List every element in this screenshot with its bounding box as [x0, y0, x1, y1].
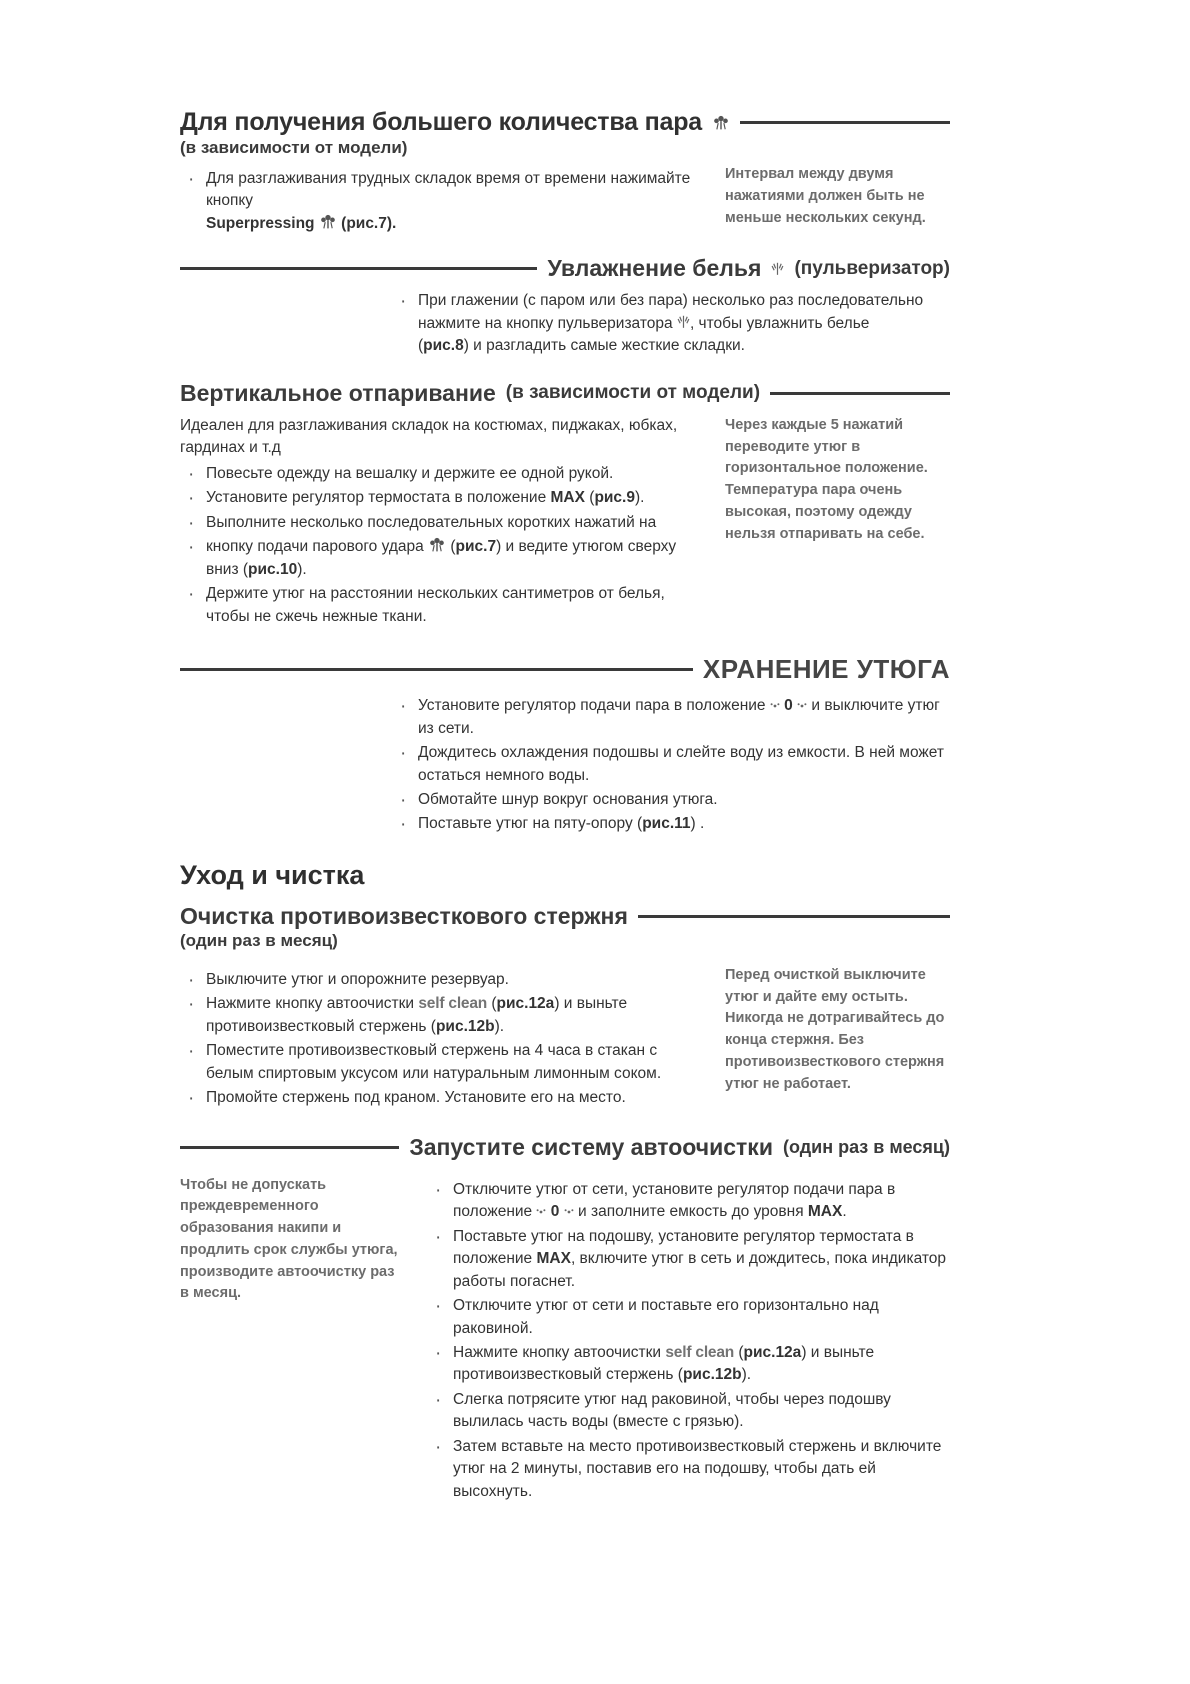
heading-spray	[180, 255, 950, 282]
heading-rule	[638, 915, 950, 918]
heading-rule	[180, 1146, 399, 1149]
self-clean-label: self clean	[665, 1344, 735, 1361]
heading-rule	[770, 392, 950, 395]
list-item: · При глажении (с паром или без пара) несколько раз последовательно нажмите на кнопку пульверизатора , чтобы увлажнить белье (рис.8) и разгладить самые жесткие складки.	[392, 290, 950, 357]
list-item: · Повесьте одежду на вешалку и держите ее одной рукой.	[180, 463, 703, 485]
vertical-steam-body	[180, 415, 703, 630]
more-steam-note: Интервал между двумя нажатиями должен быть не меньше нескольких секунд.	[725, 166, 926, 226]
list-item: · Промойте стержень под краном. Установите его на место.	[180, 1087, 703, 1109]
heading-vertical-steam-text: Вертикальное отпаривание	[180, 379, 496, 406]
list-item: · Поместите противоизвестковый стержень на 4 часа в стакан с белым спиртовым уксусом или натуральным лимонным соком.	[180, 1040, 703, 1085]
heading-rule	[740, 121, 950, 124]
list-item: · Нажмите кнопку автоочистки self clean (рис.12a) и выньте противоизвестковый стержень (рис.12b).	[427, 1342, 950, 1387]
heading-rule	[180, 668, 693, 671]
list-item: · Поставьте утюг на пяту-опору (рис.11) .	[392, 813, 950, 835]
list-item: · Установите регулятор термостата в положение MAX (рис.9).	[180, 487, 703, 509]
list-item: · Слегка потрясите утюг над раковиной, чтобы через подошву вылилась часть воды (вместе с грязью).	[427, 1389, 950, 1434]
section-anticalc	[180, 903, 950, 1112]
autoclean-bullets	[427, 1179, 950, 1504]
list-item: · Держите утюг на расстоянии нескольких сантиметров от белья, чтобы не сжечь нежные ткани.	[180, 583, 703, 628]
list-item: · Отключите утюг от сети, установите регулятор подачи пара в положение 0 и заполните емкость до уровня MAX.	[427, 1179, 950, 1224]
section-more-steam	[180, 108, 950, 237]
heading-vertical-steam-suffix: (в зависимости от модели)	[505, 382, 761, 404]
list-item: · Установите регулятор подачи пара в положение 0 и выключите утюг из сети.	[392, 695, 950, 740]
list-item: · Обмотайте шнур вокруг основания утюга.	[392, 789, 950, 811]
section-autoclean	[180, 1134, 950, 1506]
anticalc-body	[180, 965, 703, 1112]
steam-knob-icon: 0	[770, 695, 807, 717]
list-item: · Для разглаживания трудных складок время от времени нажимайте кнопку Superpressing (рис.7).	[180, 168, 703, 235]
heading-more-steam-subtitle: (в зависимости от модели)	[180, 138, 408, 157]
steam-burst-icon	[712, 115, 730, 131]
spray-icon	[677, 313, 690, 330]
list-item: · Отключите утюг от сети и поставьте его горизонтально над раковиной.	[427, 1295, 950, 1340]
heading-more-steam	[180, 108, 950, 137]
vertical-steam-bullets	[180, 463, 703, 628]
section-care	[180, 860, 950, 891]
heading-storage	[180, 654, 950, 685]
list-item: · Выключите утюг и опорожните резервуар.	[180, 969, 703, 991]
heading-autoclean-suffix: (один раз в месяц)	[782, 1136, 950, 1157]
vertical-steam-intro: Идеален для разглаживания складок на костюмах, пиджаках, юбках, гардинах и т.д	[180, 416, 678, 456]
spray-bullets	[392, 290, 950, 357]
section-vertical-steam	[180, 380, 950, 630]
steam-burst-icon	[319, 214, 337, 230]
list-item: · Выполните несколько последовательных коротких нажатий на	[180, 512, 703, 534]
heading-care: Уход и чистка	[180, 859, 365, 890]
more-steam-bullets	[180, 168, 703, 235]
heading-spray-suffix: (пульверизатор)	[794, 257, 950, 279]
vertical-steam-note: Через каждые 5 нажатий переводите утюг в горизонтальное положение. Температура пара очень высокая, поэтому одежду нельзя отпаривать на себе.	[725, 416, 928, 542]
storage-bullets	[392, 695, 950, 836]
self-clean-label: self clean	[418, 995, 488, 1013]
heading-anticalc-subtitle: (один раз в месяц)	[180, 930, 338, 950]
heading-storage-text: ХРАНЕНИЕ УТЮГА	[702, 654, 950, 685]
more-steam-body	[180, 164, 703, 237]
heading-more-steam-text: Для получения большего количества пара	[180, 108, 703, 136]
list-item: · Поставьте утюг на подошву, установите регулятор термостата в положение MAX, включите утюг в сеть и дождитесь, пока индикатор работы погаснет.	[427, 1226, 950, 1293]
spray-icon	[771, 260, 784, 277]
list-item: · Дождитесь охлаждения подошвы и слейте воду из емкости. В ней может остаться немного воды.	[392, 742, 950, 787]
heading-spray-text: Увлажнение белья	[547, 255, 762, 282]
heading-anticalc-text: Очистка противоизвесткового стержня	[180, 902, 628, 929]
steam-knob-icon: 0	[536, 1201, 573, 1223]
list-item: · Затем вставьте на место противоизвестковый стержень и включите утюг на 2 минуты, поставив его на подошву, чтобы дать ей высохнуть.	[427, 1436, 950, 1503]
list-item: · кнопку подачи парового удара (рис.7) и ведите утюгом сверху вниз (рис.10).	[180, 536, 703, 581]
heading-anticalc	[180, 903, 950, 930]
section-spray	[180, 255, 950, 357]
autoclean-body	[427, 1175, 950, 1506]
heading-autoclean-text: Запустите систему автоочистки	[409, 1133, 773, 1160]
heading-rule	[180, 267, 537, 270]
heading-autoclean	[180, 1134, 950, 1161]
heading-vertical-steam	[180, 380, 950, 407]
autoclean-note: Чтобы не допускать преждевременного образования накипи и продлить срок службы утюга, производите автоочистку раз в месяц.	[180, 1176, 398, 1302]
section-storage	[180, 654, 950, 836]
steam-burst-icon	[428, 537, 446, 553]
list-item: · Нажмите кнопку автоочистки self clean (рис.12a) и выньте противоизвестковый стержень (рис.12b).	[180, 993, 703, 1038]
anticalc-bullets	[180, 969, 703, 1110]
anticalc-note: Перед очисткой выключите утюг и дайте ему остыть. Никогда не дотрагивайтесь до конца стержня. Без противоизвесткового стержня утюг не работает.	[725, 966, 945, 1092]
page-content	[180, 108, 950, 1505]
